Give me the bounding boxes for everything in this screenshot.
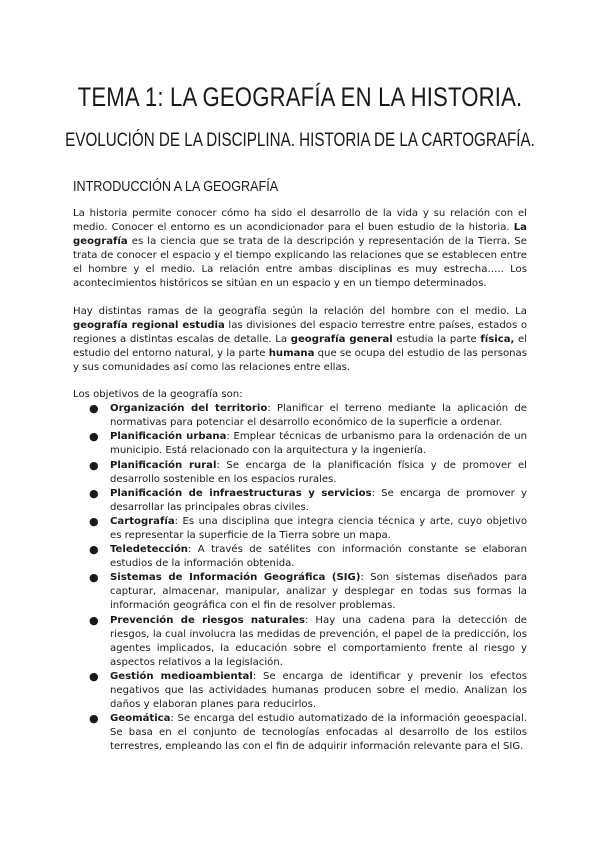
list-item: ● Planificación urbana: Emplear técnicas de urbanismo para la ordenación de un municipio. Está relacionado con la arquitectura y la ingeniería. (89, 430, 527, 457)
list-item: ● Planificación rural: Se encarga de la planificación física y de promover el desarrollo sostenible en los espacios rurales. (89, 458, 527, 485)
bullet-icon: ● (89, 402, 99, 416)
intro-paragraph-2: Hay distintas ramas de la geografía según la relación del hombre con el medio. La geografía regional estudia las divisiones del espacio terrestre entre países, estados o regiones a distintas escalas de detalle. La geografía general estudia la parte física, el estudio del entorno natural, y la parte humana que se ocupa del estudio de las personas y sus comunidades así como las relaciones entre ellas. (73, 305, 527, 373)
list-item: ● Organización del territorio: Planificar el terreno mediante la aplicación de normativas para potenciar el desarrollo económico de la superficie a ordenar. (89, 402, 527, 429)
bullet-icon: ● (89, 486, 99, 500)
bullet-icon: ● (89, 514, 99, 528)
intro-paragraph-1: La historia permite conocer cómo ha sido el desarrollo de la vida y su relación con el medio. Conocer el entorno es un acondicionador para el buen estudio de la historia. La geografía es la ciencia que se trata de la descripción y representación de la Tierra. Se trata de conocer el espacio y el tiempo explicando las relaciones que se establecen entre el hombre y el medio. La relación entre ambas disciplinas es muy estrecha….. Los acontecimientos históricos se sitúan en un espacio y en un tiempo determinados. (73, 208, 527, 290)
page-subtitle: EVOLUCIÓN DE LA DISCIPLINA. HISTORIA DE LA CARTOGRAFÍA. (65, 130, 535, 151)
page-title: TEMA 1: LA GEOGRAFÍA EN LA HISTORIA. (77, 82, 523, 112)
list-item: ● Geomática: Se encarga del estudio automatizado de la información geoespacial. Se basa en el conjunto de tecnologías enfocadas al desarrollo de los estilos terrestres, empleando las con el fin de adquirir información relevante para el SIG. (89, 712, 527, 753)
body-text (73, 207, 527, 754)
bullet-icon: ● (89, 613, 99, 627)
section-heading: INTRODUCCIÓN A LA GEOGRAFÍA (73, 178, 279, 195)
list-item: ● Teledetección: A través de satélites con información constante se elaboran estudios de la información obtenida. (89, 543, 527, 570)
bullet-icon: ● (89, 571, 99, 585)
list-item: ● Cartografía: Es una disciplina que integra ciencia técnica y arte, cuyo objetivo es representar la superficie de la Tierra sobre un mapa. (89, 514, 527, 541)
bullet-icon: ● (89, 458, 99, 472)
bullet-icon: ● (89, 430, 99, 444)
bullet-icon: ● (89, 712, 99, 726)
list-item: ● Planificación de infraestructuras y servicios: Se encarga de promover y desarrollar las principales obras civiles. (89, 486, 527, 513)
objectives-lead: Los objetivos de la geografía son: (73, 389, 243, 401)
list-item: ● Gestión medioambiental: Se encarga de identificar y prevenir los efectos negativos que las actividades humanas producen sobre el medio. Analizan los daños y elaboran planes para reducirlos. (89, 669, 527, 711)
objectives-list (73, 402, 527, 754)
list-item: ● Sistemas de Información Geográfica (SIG): Son sistemas diseñados para capturar, almacenar, manipular, analizar y desplegar en todas sus formas la información geográfica con el fin de resolver problemas. (89, 571, 528, 612)
bullet-icon: ● (89, 543, 99, 557)
bullet-icon: ● (89, 669, 99, 683)
list-item: ● Prevención de riesgos naturales: Hay una cadena para la detección de riesgos, la cual involucra las medidas de prevención, el papel de la predicción, los agentes implicados, la educación sobre el comportamiento frente al riesgo y aspectos relativos a la legislación. (89, 613, 527, 668)
